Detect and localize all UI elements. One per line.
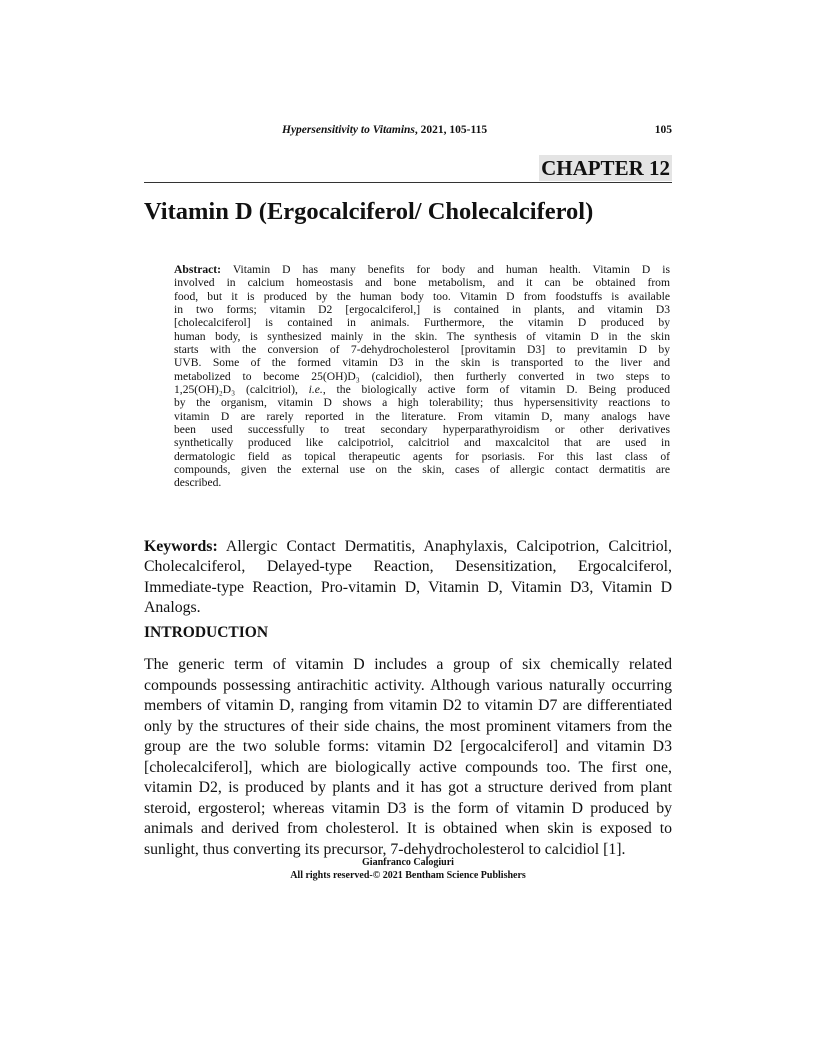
footer-author: Gianfranco Calogiuri (362, 857, 454, 868)
introduction-body (144, 655, 672, 860)
text-line: in two forms; vitamin D2 [ergocalciferol,] is contained in plants, and vitamin D3 (174, 302, 670, 316)
label: Abstract: (174, 263, 222, 276)
text-line: compounds, given the external use on the skin, cases of allergic contact dermatitis are (174, 462, 670, 476)
text-line: metabolized to become 25(OH)D₃ (calcidiol), then furtherly converted in two steps to (174, 369, 670, 383)
footer (0, 856, 816, 882)
text-line: Immediate-type Reaction, Pro-vitamin D, Vitamin D, Vitamin D3, Vitamin D (144, 578, 672, 596)
text-line: synthetically produced like calcipotriol, calcitriol and maxcalcitol that are used in (174, 436, 670, 450)
text-line: described. (174, 476, 222, 490)
abstract (174, 263, 670, 490)
text-line: [cholecalciferol] is contained in animals. Furthermore, the vitamin D produced by (174, 316, 670, 330)
text-line (174, 263, 670, 276)
page-number: 105 (654, 124, 672, 136)
journal-info: , 2021, 105-115 (414, 124, 488, 136)
text-line: animals and derived from cholesterol. It is obtained when skin is exposed to (144, 820, 672, 837)
text-line (144, 537, 672, 557)
label: Keywords: (144, 538, 218, 555)
text-line: food, but it is produced by the human body too. Vitamin D from foodstuffs is available (174, 289, 670, 303)
text-line: human body, is synthesized mainly in the skin. The synthesis of vitamin D in the skin (174, 329, 670, 343)
text-line: The generic term of vitamin D includes a group of six chemically related (144, 656, 672, 673)
section-heading: INTRODUCTION (144, 624, 269, 641)
text-line: 1,25(OH)₂D₃ (calcitriol), i.e., the biologically active form of vitamin D. Being produced (174, 382, 670, 396)
text-line: only by the structures of their side chains, the most prominent vitamers from the (144, 717, 672, 735)
text-line: starts with the conversion of 7-dehydrocholesterol [provitamin D3] to previtamin D by (174, 342, 670, 356)
line-text: Allergic Contact Dermatitis, Anaphylaxis, Calcipotrion, Calcitriol, (217, 538, 672, 555)
text-line: compounds possessing antirachitic activity. Although various naturally occurring (144, 676, 672, 694)
chapter-label: CHAPTER 12 (541, 156, 670, 180)
text-line: vitamin D are rarely reported in the literature. From vitamin D, many analogs have (174, 409, 670, 423)
text-line: members of vitamin D, ranging from vitamin D2 to vitamin D7 are differentiated (144, 697, 672, 714)
header-rule (144, 182, 672, 183)
text-line: Cholecalciferol, Delayed-type Reaction, Desensitization, Ergocalciferol, (144, 558, 672, 576)
text-line: been used successfully to treat secondary hyperparathyroidism or other derivatives (174, 422, 670, 436)
text-line: involved in calcium homeostasis and bone metabolism, and it can be obtained from (174, 276, 670, 290)
text-line: steroid, ergosterol; whereas vitamin D3 is the form of vitamin D produced by (144, 799, 672, 817)
text-line: group are the two soluble forms: vitamin D2 [ergocalciferol] and vitamin D3 (144, 738, 672, 755)
footer-rights: All rights reserved-© 2021 Bentham Science Publishers (290, 870, 526, 881)
keywords (144, 537, 672, 618)
journal-title: Hypersensitivity to Vitamins (282, 124, 415, 136)
text-line: [cholecalciferol], which are biologically active compounds too. The first one, (144, 758, 672, 776)
text-line: dermatologic field as topical therapeutic agents for psoriasis. For this last class of (174, 449, 670, 463)
text-line: UVB. Some of the formed vitamin D3 in the skin is transported to the liver and (174, 356, 670, 370)
text-line: by the organism, vitamin D shows a high tolerability; thus hypersensitivity reactions to (174, 396, 670, 410)
text-line: Analogs. (144, 598, 201, 616)
text-line: vitamin D2, is produced by plants and it has got a structure derived from plant (144, 779, 672, 796)
line-text: Vitamin D has many benefits for body and human health. Vitamin D is (221, 263, 670, 276)
chapter-title: Vitamin D (Ergocalciferol/ Cholecalciferol) (144, 198, 594, 225)
text-line: sunlight, thus converting its precursor, 7-dehydrocholesterol to calcidiol [1]. (144, 840, 626, 858)
